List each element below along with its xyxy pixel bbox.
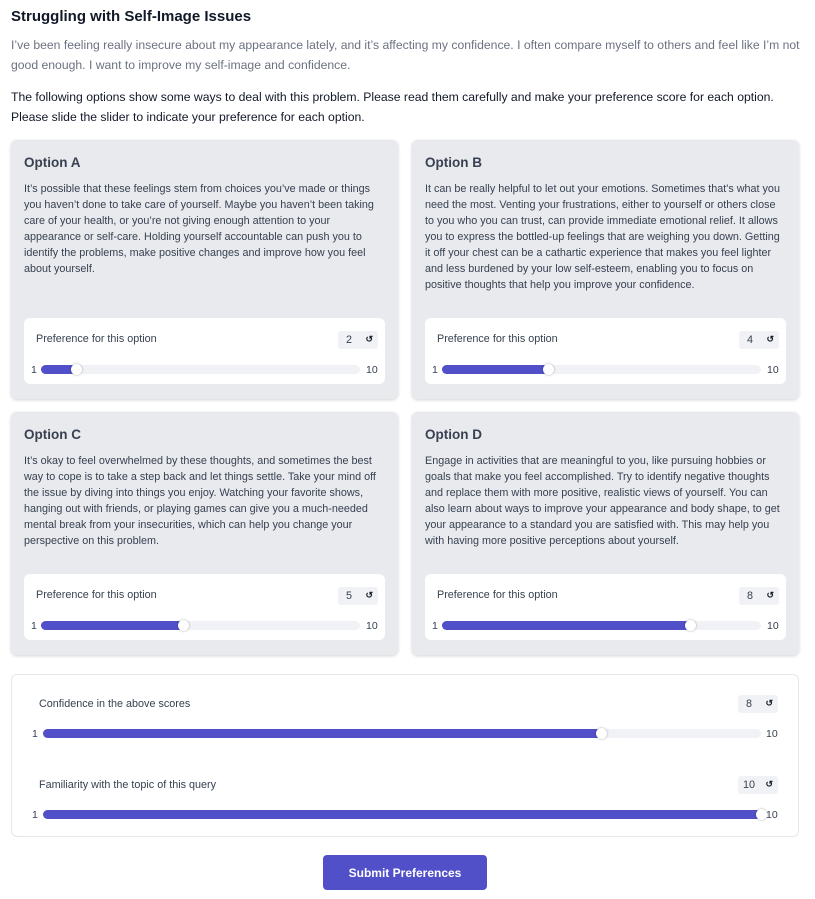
preference-slider[interactable] — [442, 365, 761, 374]
option-card-d — [412, 412, 799, 655]
option-text: Engage in activities that are meaningful to you, like pursuing hobbies or goals that make you feel accomplished. Try to identify negative thoughts and replace them with more positive, realistic views of yourself. You can also learn about ways to improve your appearance and body shape, to get your appearance to a standard you are satisfied with. This may help you with having more positive perceptions about yourself. — [425, 455, 780, 547]
confidence-slider[interactable] — [43, 729, 761, 738]
preference-slider[interactable] — [41, 621, 360, 630]
preference-number-input[interactable] — [338, 587, 378, 605]
preference-label: Preference for this option — [36, 589, 157, 601]
option-text: It can be really helpful to let out your emotions. Sometimes that's what you need the most. Venting your frustrations, either to yourself or others close to you who you can trust, can provide immediate emotional relief. It allows you to express the bottled-up feelings that are weighing you down. Getting it off your chest can be a cathartic experience that makes you feel lighter and less burdened by your low self-esteem, enabling you to focus on positive thoughts that help you improve your confidence. — [425, 183, 780, 291]
preference-slider[interactable] — [41, 365, 360, 374]
preference-panel — [24, 318, 385, 384]
preference-number-input[interactable] — [739, 587, 779, 605]
option-card-c — [11, 412, 398, 655]
preference-slider[interactable] — [442, 621, 761, 630]
confidence-label: Confidence in the above scores — [39, 698, 191, 710]
preference-value: 8 — [746, 590, 753, 602]
reset-icon[interactable]: ↺ — [766, 590, 774, 600]
slider-thumb[interactable] — [178, 620, 189, 631]
option-title: Option D — [425, 427, 482, 442]
option-title: Option A — [24, 155, 81, 170]
reset-icon[interactable]: ↺ — [365, 590, 373, 600]
option-text: It’s okay to feel overwhelmed by these thoughts, and sometimes the best way to cope is to take a step back and let things settle. Take your mind off the issue by diving into things you enjoy. Watching your favorite shows, hanging out with friends, or playing games can give you a much-needed mental break from your insecurities, which can help you change your perspective on this problem. — [24, 455, 376, 547]
slider-max-label: 10 — [767, 364, 779, 376]
option-card-a — [11, 140, 398, 399]
slider-min-label: 1 — [32, 809, 38, 821]
slider-max-label: 10 — [766, 809, 778, 821]
slider-fill — [43, 810, 761, 819]
preference-label: Preference for this option — [437, 333, 558, 345]
preference-number-input[interactable] — [338, 331, 378, 349]
reset-icon[interactable]: ↺ — [765, 779, 773, 789]
option-text: It’s possible that these feelings stem from choices you’ve made or things you haven’t done to take care of yourself. Maybe you haven’t been taking care of your health, or you’re not giving enough attention to your appearance or self-care. Holding yourself accountable can push you to identify the problems, make positive changes and improve how you feel about yourself. — [24, 183, 374, 275]
slider-fill — [43, 729, 601, 738]
slider-max-label: 10 — [366, 364, 378, 376]
reset-icon[interactable]: ↺ — [765, 698, 773, 708]
problem-description: I’ve been feeling really insecure about my appearance lately, and it’s affecting my confidence. I often compare myself to others and feel like I’m not good enough. I want to improve my self-image and confidence. — [11, 38, 800, 72]
preference-value: 4 — [746, 334, 753, 346]
slider-min-label: 1 — [31, 364, 37, 376]
confidence-number-input[interactable] — [738, 695, 778, 713]
preference-label: Preference for this option — [437, 589, 558, 601]
familiarity-slider[interactable] — [43, 810, 761, 819]
slider-thumb[interactable] — [596, 728, 607, 739]
slider-max-label: 10 — [766, 728, 778, 740]
slider-fill — [442, 621, 690, 630]
slider-fill — [442, 365, 548, 374]
slider-thumb[interactable] — [543, 364, 554, 375]
meta-ratings-panel — [11, 674, 799, 837]
familiarity-label: Familiarity with the topic of this query — [39, 779, 217, 791]
slider-min-label: 1 — [432, 364, 438, 376]
familiarity-number-input[interactable] — [738, 776, 778, 794]
preference-value: 2 — [345, 334, 352, 346]
option-card-b — [412, 140, 799, 399]
slider-thumb[interactable] — [685, 620, 696, 631]
option-title: Option B — [425, 155, 482, 170]
preference-number-input[interactable] — [739, 331, 779, 349]
slider-thumb[interactable] — [71, 364, 82, 375]
slider-min-label: 1 — [31, 620, 37, 632]
preference-panel — [425, 574, 786, 640]
reset-icon[interactable]: ↺ — [766, 334, 774, 344]
slider-max-label: 10 — [767, 620, 779, 632]
slider-min-label: 1 — [32, 728, 38, 740]
preference-label: Preference for this option — [36, 333, 157, 345]
preference-value: 5 — [345, 590, 352, 602]
preference-panel — [24, 574, 385, 640]
slider-fill — [41, 621, 183, 630]
reset-icon[interactable]: ↺ — [365, 334, 373, 344]
slider-max-label: 10 — [366, 620, 378, 632]
preference-panel — [425, 318, 786, 384]
page-title: Struggling with Self-Image Issues — [11, 8, 252, 25]
slider-min-label: 1 — [432, 620, 438, 632]
familiarity-value: 10 — [742, 779, 755, 791]
confidence-value: 8 — [745, 698, 752, 710]
submit-preferences-button[interactable]: Submit Preferences — [323, 855, 487, 890]
instructions-text: The following options show some ways to deal with this problem. Please read them carefully and make your preference score for each option. Please slide the slider to indicate your preference for each option. — [11, 90, 774, 124]
option-title: Option C — [24, 427, 81, 442]
